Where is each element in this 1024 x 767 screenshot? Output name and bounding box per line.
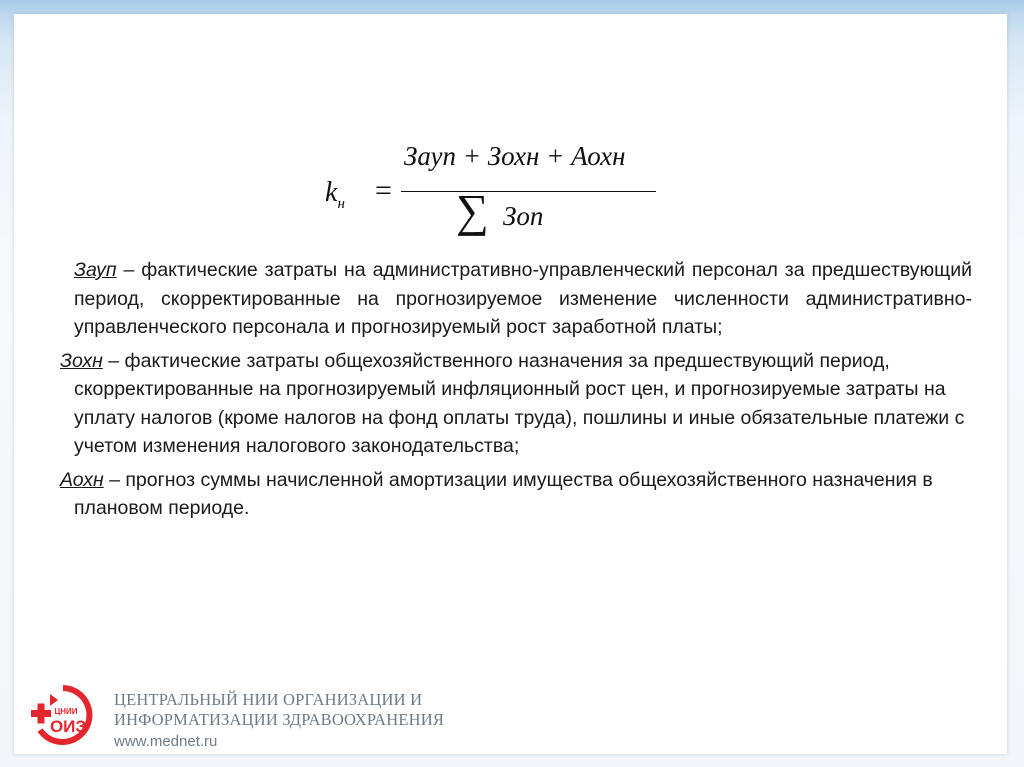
svg-text:ОИЗ: ОИЗ bbox=[49, 717, 87, 736]
formula-equals: = bbox=[375, 174, 392, 207]
website-link[interactable]: www.mednet.ru bbox=[114, 733, 218, 750]
formula-denominator: Зоп bbox=[503, 201, 544, 231]
definition-text: – фактические затраты общехозяйственного назначения за предшествующий период, скорректированные на прогнозируемый инфляционный рост цен, и прогнозируемые затраты на уплату налогов (кроме налогов на фонд оплаты труда), пошлины и иные обязательные платежи с учетом изменения налогового законодательства; bbox=[74, 349, 965, 457]
organization-name bbox=[114, 690, 444, 730]
definition-zohn bbox=[56, 347, 972, 461]
formula-lhs: $k_н$ bbox=[325, 177, 345, 212]
definition-text: – прогноз суммы начисленной амортизации имущества общехозяйственного назначения в плановом периоде. bbox=[74, 468, 933, 519]
fraction-bar bbox=[401, 191, 656, 192]
definition-symbol: Зохн bbox=[60, 349, 103, 372]
sigma-symbol: ∑ bbox=[456, 185, 489, 236]
definition-symbol: Зауп bbox=[74, 259, 117, 281]
formula-numerator: Зауп + Зохн + Аохн bbox=[404, 141, 626, 171]
formula bbox=[325, 141, 685, 251]
definition-zaup bbox=[56, 256, 972, 342]
definition-aohn bbox=[56, 466, 972, 523]
institute-logo-icon bbox=[28, 680, 98, 750]
definition-text: – фактические затраты на административно-управленческий персонал за предшествующий период, скорректированные на прогнозируемое изменение численности административно-управленческого персонала и прогнозируемый рост заработной платы; bbox=[74, 259, 972, 338]
svg-text:ЦНИИ: ЦНИИ bbox=[54, 707, 78, 716]
org-line-1: ЦЕНТРАЛЬНЫЙ НИИ ОРГАНИЗАЦИИ И bbox=[114, 690, 423, 709]
definitions bbox=[56, 256, 972, 523]
org-line-2: ИНФОРМАТИЗАЦИИ ЗДРАВООХРАНЕНИЯ bbox=[114, 710, 445, 729]
definition-symbol: Аохн bbox=[60, 468, 104, 491]
footer bbox=[14, 672, 1007, 754]
